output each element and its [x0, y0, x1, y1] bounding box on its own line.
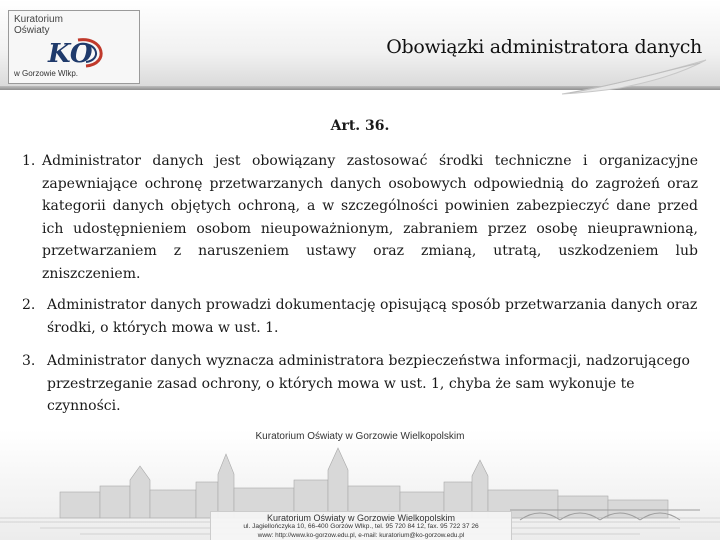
item-number: 3.: [22, 353, 36, 369]
article-item-3: [22, 350, 698, 418]
item-text: Administrator danych wyznacza administratora bezpieczeństwa informacji, nadzorującego przestrzeganie zasad ochrony, o których mowa w ust. 1, chyba że sam wykonuje te czynności.: [47, 353, 690, 414]
footer-caption: Kuratorium Oświaty w Gorzowie Wielkopolskim: [255, 431, 465, 442]
contact-box: [210, 511, 512, 540]
article-item-1: [22, 150, 698, 285]
article-item-2: [22, 294, 698, 339]
quill-icon: [560, 58, 710, 96]
item-text: Administrator danych prowadzi dokumentację opisującą sposób przetwarzania danych oraz środki, o których mowa w ust. 1.: [47, 297, 698, 336]
ko-logo-mark-icon: [46, 36, 108, 68]
contact-address: ul. Jagiellończyka 10, 66-400 Gorzów Wlkp., tel. 95 720 84 12, fax. 95 722 37 26: [243, 523, 479, 530]
logo-text-line2: Oświaty: [14, 25, 50, 36]
logo-text-location: w Gorzowie Wlkp.: [14, 69, 79, 78]
item-number: 2.: [22, 297, 36, 313]
item-text: Administrator danych jest obowiązany zastosować środki techniczne i organizacyjne zapewniające ochronę przetwarzanych danych osobowych odpowiednią do zagrożeń oraz kategorii danych objętych ochroną, a w szczególności powinien zabezpieczyć dane przed ich udostępnieniem osobom nieupoważnionym, zabraniem przez osobę nieuprawnioną, przetwarzaniem z naruszeniem ustawy oraz zmianą, utratą, uszkodzeniem lub zniszczeniem.: [42, 153, 698, 282]
page-title: Obowiązki administratora danych: [386, 36, 702, 58]
article-heading: Art. 36.: [330, 118, 390, 134]
footer: [0, 430, 720, 540]
contact-web-email: www: http://www.ko-gorzow.edu.pl, e-mail: kuratorium@ko-gorzow.edu.pl: [257, 532, 465, 539]
item-number: 1.: [22, 153, 36, 169]
logo: [8, 10, 138, 82]
contact-institution: Kuratorium Oświaty w Gorzowie Wielkopolskim: [266, 513, 456, 523]
logo-text-line1: Kuratorium: [14, 14, 63, 25]
logo-mark-letters: KO: [48, 39, 93, 68]
